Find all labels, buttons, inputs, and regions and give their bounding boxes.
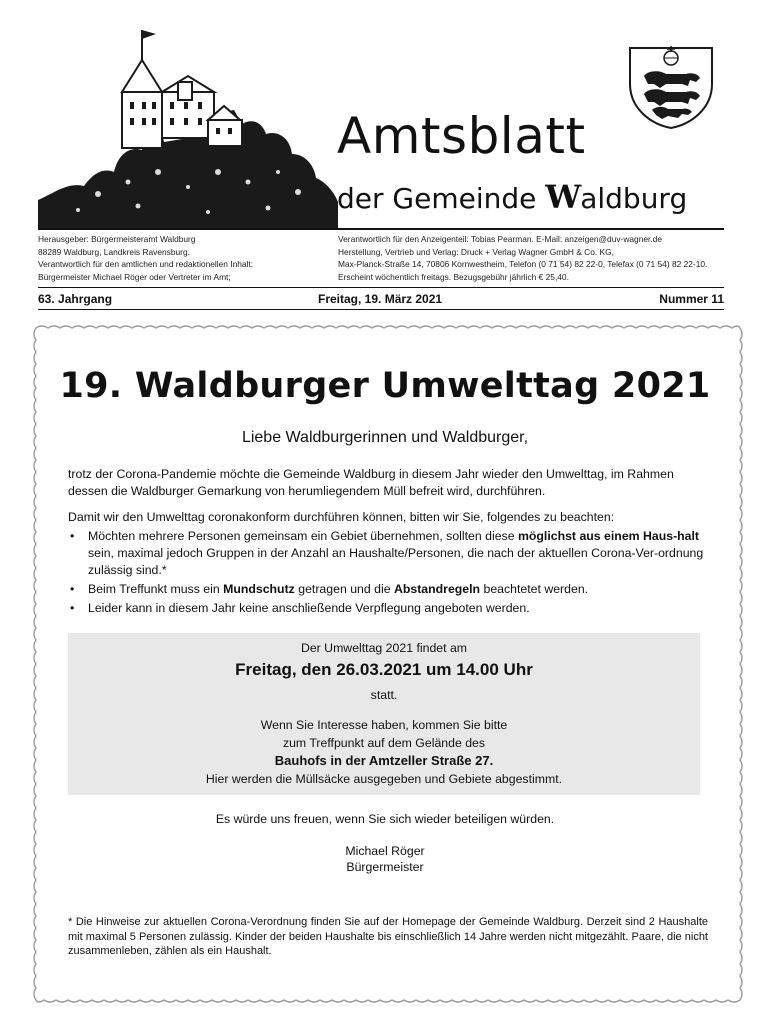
event-meeting: zum Treffpunkt auf dem Gelände des — [282, 736, 486, 750]
event-info-box — [68, 633, 700, 795]
volume-label: 63. Jahrgang — [38, 292, 113, 306]
signer-title: Bürgermeister — [346, 860, 424, 874]
imprint-line: Verantwortlich für den amtlichen und redaktionellen Inhalt: — [38, 259, 254, 270]
imprint-line: Herausgeber: Bürgermeisteramt Waldburg — [38, 234, 196, 244]
event-location: Bauhofs in der Amtzeller Straße 27. — [274, 753, 494, 768]
list-item: • Leider kann in diesem Jahr keine anschließende Verpflegung angeboten werden. — [70, 601, 530, 615]
subtitle-initial: W — [545, 178, 581, 216]
imprint-line: Verantwortlich für den Anzeigenteil: Tobias Pearman. E-Mail: anzeigen@duv-wagner.de — [338, 234, 662, 244]
publication-title: Amtsblatt — [337, 107, 586, 165]
event-statt: statt. — [370, 688, 398, 702]
imprint-line: Max-Planck-Straße 14, 70806 Kornwestheim, Telefon (0 71 54) 82 22-0, Telefax (0 71 54) 82 22-10. — [338, 259, 708, 270]
imprint-line: Bürgermeister Michael Röger oder Vertreter im Amt; — [38, 271, 231, 282]
subtitle-prefix: der Gemeinde — [337, 182, 546, 215]
event-intro: Der Umwelttag 2021 findet am — [300, 641, 468, 655]
castle-illustration — [38, 22, 338, 228]
instructions-paragraph: Damit wir den Umwelttag coronakonform durchführen können, bitten wir Sie, folgendes zu beachten: — [68, 510, 615, 524]
event-invite: Wenn Sie Interesse haben, kommen Sie bitte — [260, 718, 508, 732]
imprint-left — [38, 233, 253, 283]
imprint-line: Erscheint wöchentlich freitags. Bezugsgebühr jährlich € 25,40. — [338, 271, 569, 282]
divider — [38, 309, 724, 310]
rules-list — [68, 528, 708, 619]
footnote: * Die Hinweise zur aktuellen Corona-Verordnung finden Sie auf der Homepage der Gemeinde Waldburg. Derzeit sind 2 Haushalte mit maximal 5 Personen zulässig. Kinder der beiden Haushalte bis einschließlich 14 Jahre werden nicht mitgezählt. Paare, die nicht zusammenleben, zählen als ein Haushalt. — [68, 916, 708, 957]
closing-line: Es würde uns freuen, wenn Sie sich wieder beteiligen würden. — [215, 812, 555, 826]
list-item: • Möchten mehrere Personen gemeinsam ein Gebiet übernehmen, sollten diese möglichst aus einem Haus-halt sein, maximal jedoch Gruppen in der Anzahl an Haushalte/Personen, die nach der aktuellen Corona-Ver-ordnung zulässig sind.* — [70, 529, 704, 577]
signer-name: Michael Röger — [345, 844, 425, 858]
imprint-line: 88289 Waldburg, Landkreis Ravensburg. — [38, 246, 190, 257]
notice-headline: 19. Waldburger Umwelttag 2021 — [59, 366, 711, 406]
event-details: Hier werden die Müllsäcke ausgegeben und Gebiete abgestimmt. — [205, 772, 563, 786]
divider — [38, 287, 724, 288]
intro-paragraph: trotz der Corona-Pandemie möchte die Gemeinde Waldburg in diesem Jahr wieder den Umwelttag, im Rahmen dessen die Waldburger Gemarkung von herumliegendem Müll befreit wird, durchführen. — [68, 467, 674, 498]
coat-of-arms-icon — [626, 38, 716, 130]
issue-date: Freitag, 19. März 2021 — [318, 292, 443, 306]
divider — [38, 228, 724, 230]
issue-number: Nummer 11 — [659, 292, 724, 306]
imprint-right — [338, 233, 707, 283]
notice-greeting: Liebe Waldburgerinnen und Waldburger, — [241, 429, 529, 446]
publication-subtitle — [337, 178, 687, 216]
event-date: Freitag, den 26.03.2021 um 14.00 Uhr — [235, 660, 533, 679]
list-item: • Beim Treffunkt muss ein Mundschutz getragen und die Abstandregeln beachtetet werden. — [70, 582, 589, 596]
imprint-line: Herstellung, Vertrieb und Verlag: Druck + Verlag Wagner GmbH & Co. KG, — [338, 246, 614, 257]
subtitle-rest: aldburg — [580, 182, 688, 215]
